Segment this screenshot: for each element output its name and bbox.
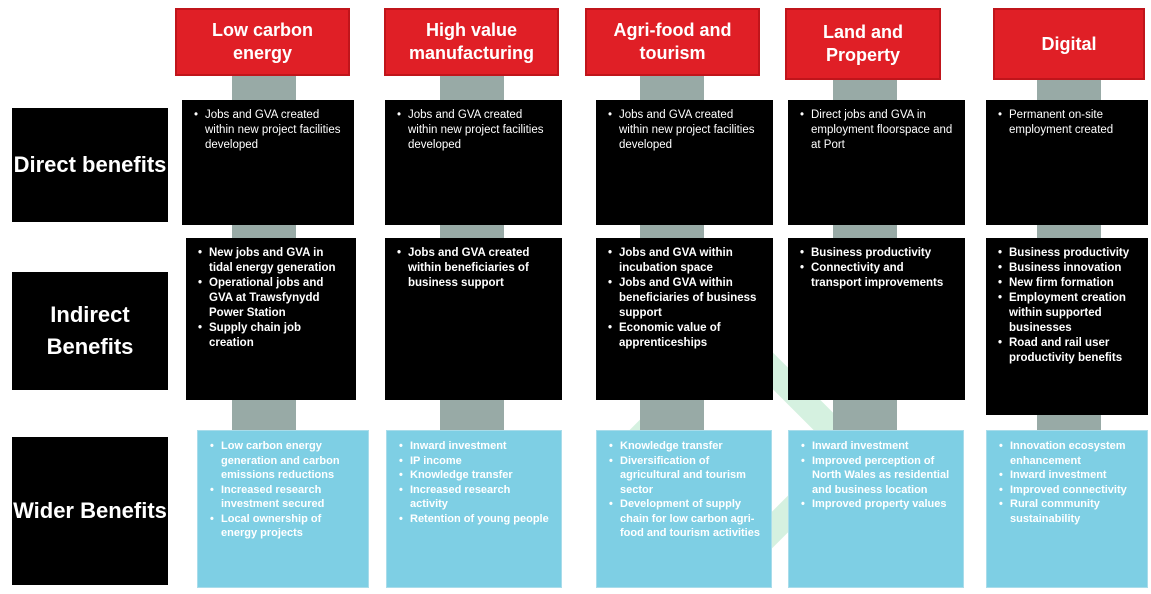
- indirect-benefits-digital: [986, 238, 1148, 415]
- bullet-icon: •: [999, 440, 1003, 452]
- bullet-icon: •: [998, 247, 1003, 259]
- bullet-icon: •: [801, 440, 805, 452]
- benefit-text: Economic value of apprenticeships: [619, 322, 721, 349]
- benefit-item: [998, 336, 1138, 366]
- benefit-item: [999, 497, 1137, 526]
- benefit-item: [198, 246, 346, 276]
- bullet-icon: •: [399, 440, 403, 452]
- bullet-icon: •: [210, 440, 214, 452]
- column-header-land-property: Land and Property: [785, 8, 941, 80]
- benefit-text: Inward investment: [812, 440, 909, 452]
- benefit-text: Jobs and GVA within incubation space: [619, 247, 733, 274]
- benefit-text: Jobs and GVA created within new project facilities developed: [408, 109, 544, 151]
- bullet-icon: •: [198, 247, 203, 259]
- direct-benefits-digital: [986, 100, 1148, 225]
- bullet-icon: •: [397, 109, 402, 121]
- bullet-icon: •: [608, 247, 613, 259]
- wider-benefits-low-carbon-energy: [197, 430, 369, 588]
- benefit-text: Increased research activity: [410, 483, 511, 510]
- benefit-text: Operational jobs and GVA at Trawsfynydd Power Station: [209, 277, 324, 319]
- benefit-text: New jobs and GVA in tidal energy generation: [209, 247, 336, 274]
- bullet-icon: •: [194, 109, 199, 121]
- bullet-icon: •: [210, 483, 214, 496]
- benefit-item: [609, 497, 761, 541]
- bullet-icon: •: [198, 277, 203, 289]
- benefit-text: New firm formation: [1009, 277, 1114, 289]
- benefit-text: Road and rail user productivity benefits: [1009, 337, 1123, 364]
- benefit-item: [399, 512, 551, 527]
- benefit-text: Improved connectivity: [1010, 483, 1127, 496]
- benefit-text: Direct jobs and GVA in employment floorspace and at Port: [811, 109, 953, 151]
- bullet-icon: •: [998, 292, 1003, 304]
- benefit-text: Local ownership of energy projects: [221, 512, 322, 539]
- benefit-item: [608, 108, 763, 153]
- benefit-item: [999, 468, 1137, 483]
- benefit-text: Knowledge transfer: [410, 469, 513, 481]
- benefit-text: Inward investment: [410, 440, 507, 452]
- wider-benefits-high-value-manufacturing: [386, 430, 562, 588]
- bullet-icon: •: [999, 483, 1003, 496]
- benefit-text: Jobs and GVA created within beneficiaries of business support: [408, 247, 530, 289]
- bullet-icon: •: [198, 322, 203, 334]
- benefit-item: [800, 246, 955, 261]
- benefit-item: [210, 512, 358, 541]
- benefit-text: Connectivity and transport improvements: [811, 262, 944, 289]
- indirect-benefits-low-carbon-energy: [186, 238, 356, 400]
- benefit-text: Business innovation: [1009, 262, 1122, 274]
- benefit-item: [608, 321, 763, 351]
- bullet-icon: •: [998, 262, 1003, 274]
- benefit-item: [397, 246, 552, 291]
- direct-benefits-high-value-manufacturing: [385, 100, 562, 225]
- bullet-icon: •: [800, 262, 805, 274]
- bullet-icon: •: [399, 483, 403, 496]
- bullet-icon: •: [608, 277, 613, 289]
- benefit-text: Rural community sustainability: [1010, 498, 1100, 525]
- benefit-item: [198, 321, 346, 351]
- wider-benefits-agri-food-tourism: [596, 430, 772, 588]
- benefit-text: Improved property values: [812, 498, 947, 510]
- bullet-icon: •: [609, 454, 613, 467]
- benefit-item: [609, 439, 761, 454]
- bullet-icon: •: [609, 440, 613, 452]
- benefit-item: [999, 483, 1137, 498]
- direct-benefits-agri-food-tourism: [596, 100, 773, 225]
- row-label-direct: Direct benefits: [12, 108, 168, 222]
- bullet-icon: •: [608, 109, 613, 121]
- benefit-text: IP income: [410, 454, 462, 467]
- benefit-item: [998, 276, 1138, 291]
- benefit-text: Permanent on-site employment created: [1009, 109, 1114, 136]
- benefit-item: [801, 454, 953, 498]
- benefit-item: [998, 246, 1138, 261]
- benefit-item: [999, 439, 1137, 468]
- bullet-icon: •: [609, 498, 613, 510]
- benefit-text: Jobs and GVA created within new project facilities developed: [619, 109, 755, 151]
- bullet-icon: •: [800, 247, 805, 259]
- benefit-text: Diversification of agricultural and tourism sector: [620, 454, 746, 496]
- benefit-text: Increased research investment secured: [221, 483, 325, 510]
- benefit-item: [397, 108, 552, 153]
- benefit-text: Knowledge transfer: [620, 440, 723, 452]
- row-label-indirect: Indirect Benefits: [12, 272, 168, 390]
- benefit-item: [800, 108, 955, 153]
- bullet-icon: •: [608, 322, 613, 334]
- benefit-text: Development of supply chain for low carbon agri-food and tourism activities: [620, 498, 760, 539]
- benefit-item: [800, 261, 955, 291]
- indirect-benefits-high-value-manufacturing: [385, 238, 562, 400]
- bullet-icon: •: [399, 469, 403, 481]
- row-label-wider: Wider Benefits: [12, 437, 168, 585]
- benefit-text: Improved perception of North Wales as residential and business location: [812, 454, 950, 496]
- bullet-icon: •: [998, 109, 1003, 121]
- direct-benefits-land-property: [788, 100, 965, 225]
- bullet-icon: •: [999, 469, 1003, 481]
- bullet-icon: •: [800, 109, 805, 121]
- benefit-text: Business productivity: [811, 247, 932, 259]
- benefit-item: [198, 276, 346, 321]
- benefit-text: Low carbon energy generation and carbon emissions reductions: [221, 440, 340, 481]
- bullet-icon: •: [210, 512, 214, 525]
- benefit-item: [998, 108, 1138, 138]
- benefit-item: [399, 483, 551, 512]
- bullet-icon: •: [397, 247, 402, 259]
- benefit-item: [998, 261, 1138, 276]
- benefit-item: [210, 439, 358, 483]
- column-header-low-carbon-energy: Low carbon energy: [175, 8, 350, 76]
- benefit-text: Innovation ecosystem enhancement: [1010, 440, 1126, 467]
- column-header-agri-food-tourism: Agri-food and tourism: [585, 8, 760, 76]
- benefit-text: Jobs and GVA created within new project facilities developed: [205, 109, 341, 151]
- benefit-item: [194, 108, 344, 153]
- bullet-icon: •: [399, 512, 403, 525]
- bullet-icon: •: [998, 337, 1003, 349]
- benefit-text: Business productivity: [1009, 247, 1130, 259]
- benefit-text: Employment creation within supported businesses: [1009, 292, 1126, 334]
- benefit-text: Jobs and GVA within beneficiaries of business support: [619, 277, 757, 319]
- benefit-item: [801, 439, 953, 454]
- benefit-item: [608, 246, 763, 276]
- benefit-item: [608, 276, 763, 321]
- bullet-icon: •: [998, 277, 1003, 289]
- benefit-text: Supply chain job creation: [209, 322, 302, 349]
- column-header-high-value-manufacturing: High value manufacturing: [384, 8, 559, 76]
- bullet-icon: •: [999, 498, 1003, 510]
- indirect-benefits-land-property: [788, 238, 965, 400]
- bullet-icon: •: [399, 454, 403, 467]
- bullet-icon: •: [801, 454, 805, 467]
- benefit-item: [399, 454, 551, 469]
- benefit-item: [998, 291, 1138, 336]
- benefit-item: [210, 483, 358, 512]
- benefit-item: [801, 497, 953, 512]
- bullet-icon: •: [801, 498, 805, 510]
- wider-benefits-digital: [986, 430, 1148, 588]
- direct-benefits-low-carbon-energy: [182, 100, 354, 225]
- benefit-text: Inward investment: [1010, 469, 1107, 481]
- benefit-item: [399, 439, 551, 454]
- indirect-benefits-agri-food-tourism: [596, 238, 773, 400]
- benefit-text: Retention of young people: [410, 512, 549, 525]
- wider-benefits-land-property: [788, 430, 964, 588]
- column-header-digital: Digital: [993, 8, 1145, 80]
- benefit-item: [609, 454, 761, 498]
- benefit-item: [399, 468, 551, 483]
